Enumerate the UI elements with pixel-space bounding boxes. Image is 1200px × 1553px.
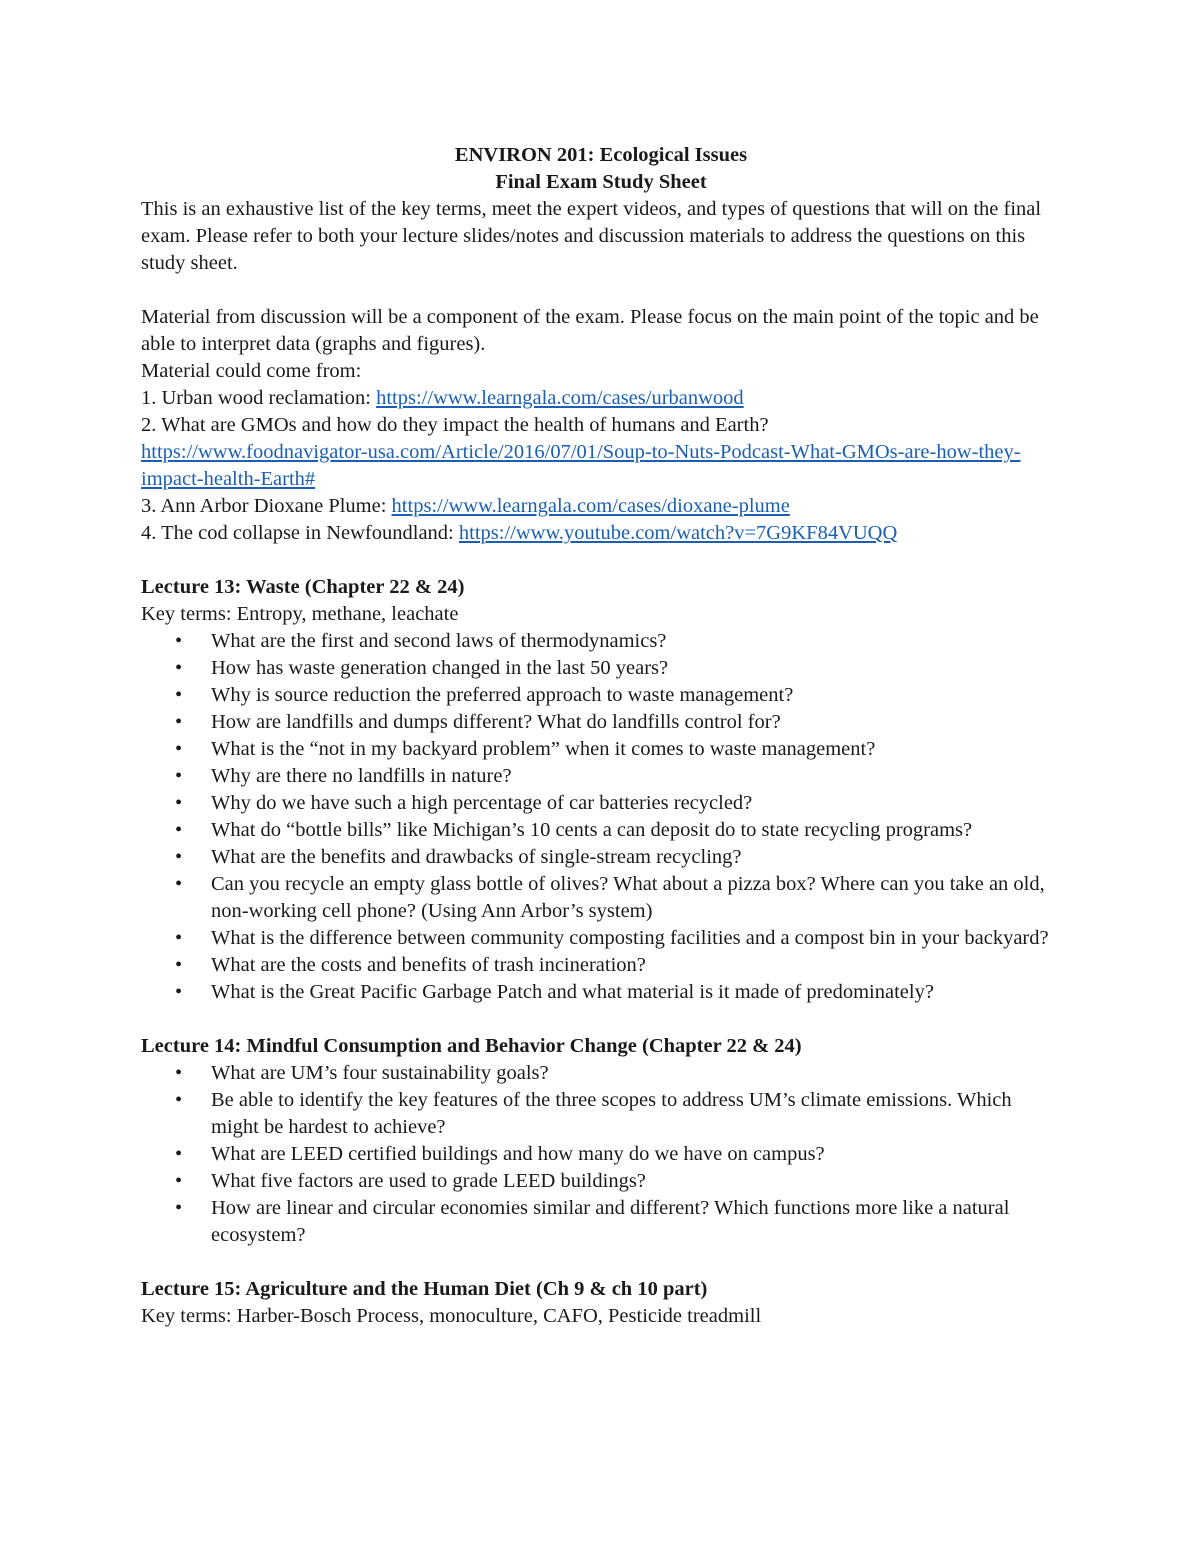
question-text: What are LEED certified buildings and how many do we have on campus?: [211, 1143, 825, 1165]
question-text: How are landfills and dumps different? What do landfills control for?: [211, 711, 781, 733]
lecture-13-heading: Lecture 13: Waste (Chapter 22 & 24): [141, 576, 465, 598]
document-subtitle: Final Exam Study Sheet: [495, 171, 707, 193]
bullet-icon: •: [175, 873, 183, 895]
dioxane-plume-link[interactable]: https://www.learngala.com/cases/dioxane-plume: [391, 495, 790, 517]
bullet-icon: •: [175, 1197, 183, 1219]
list-item: [141, 1141, 1061, 1168]
question-text: How has waste generation changed in the last 50 years?: [211, 657, 669, 679]
list-item: [141, 844, 1061, 871]
discussion-item-text: 3. Ann Arbor Dioxane Plume:: [141, 495, 392, 517]
discussion-item-4: [141, 520, 1061, 547]
gmo-podcast-link[interactable]: https://www.foodnavigator-usa.com/Article/2016/07/01/Soup-to-Nuts-Podcast-What-GMOs-are-how-they-impact-health-Earth#: [141, 441, 1021, 490]
question-text: What is the “not in my backyard problem” when it comes to waste management?: [211, 738, 876, 760]
list-item: [141, 709, 1061, 736]
lecture-14-heading: Lecture 14: Mindful Consumption and Behavior Change (Chapter 22 & 24): [141, 1035, 802, 1057]
lecture-15-key-terms: Key terms: Harber-Bosch Process, monoculture, CAFO, Pesticide treadmill: [141, 1305, 762, 1327]
list-item: [141, 1060, 1061, 1087]
discussion-item-2: [141, 412, 1061, 439]
discussion-item-text: 2. What are GMOs and how do they impact the health of humans and Earth?: [141, 414, 769, 436]
question-text: What are the costs and benefits of trash incineration?: [211, 954, 646, 976]
list-item: [141, 763, 1061, 790]
bullet-icon: •: [175, 711, 183, 733]
lecture-14-question-list: [141, 1060, 1061, 1249]
discussion-item-text: 4. The cod collapse in Newfoundland:: [141, 522, 459, 544]
bullet-icon: •: [175, 819, 183, 841]
bullet-icon: •: [175, 1170, 183, 1192]
discussion-item-1: [141, 385, 1061, 412]
list-item: [141, 979, 1061, 1006]
list-item: [141, 871, 1061, 925]
list-item: [141, 1168, 1061, 1195]
question-text: Why do we have such a high percentage of car batteries recycled?: [211, 792, 753, 814]
bullet-icon: •: [175, 981, 183, 1003]
bullet-icon: •: [175, 684, 183, 706]
list-item: [141, 736, 1061, 763]
question-text: How are linear and circular economies similar and different? Which functions more like a natural ecosystem?: [211, 1197, 1010, 1246]
discussion-item-3: [141, 493, 1061, 520]
bullet-icon: •: [175, 792, 183, 814]
list-item: [141, 682, 1061, 709]
spacer: [141, 547, 1061, 574]
document-title: ENVIRON 201: Ecological Issues: [454, 144, 748, 166]
bullet-icon: •: [175, 765, 183, 787]
list-item: [141, 952, 1061, 979]
question-text: Why are there no landfills in nature?: [211, 765, 512, 787]
question-text: What is the difference between community composting facilities and a compost bin in your backyard?: [211, 927, 1049, 949]
discussion-note: Material from discussion will be a component of the exam. Please focus on the main point of the topic and be able to interpret data (graphs and figures).: [141, 306, 1039, 355]
spacer: [141, 277, 1061, 304]
bullet-icon: •: [175, 1062, 183, 1084]
urbanwood-link[interactable]: https://www.learngala.com/cases/urbanwood: [376, 387, 744, 409]
bullet-icon: •: [175, 927, 183, 949]
list-item: [141, 817, 1061, 844]
lecture-15-heading: Lecture 15: Agriculture and the Human Diet (Ch 9 & ch 10 part): [141, 1278, 708, 1300]
spacer: [141, 1006, 1061, 1033]
document-page: [141, 142, 1061, 1330]
bullet-icon: •: [175, 738, 183, 760]
discussion-item-text: 1. Urban wood reclamation:: [141, 387, 377, 409]
discussion-item-2-link-row: [141, 439, 1061, 493]
bullet-icon: •: [175, 630, 183, 652]
bullet-icon: •: [175, 954, 183, 976]
spacer: [141, 1249, 1061, 1276]
list-item: [141, 1087, 1061, 1141]
bullet-icon: •: [175, 1143, 183, 1165]
bullet-icon: •: [175, 846, 183, 868]
list-item: [141, 925, 1061, 952]
lecture-13-question-list: [141, 628, 1061, 1006]
question-text: Why is source reduction the preferred approach to waste management?: [211, 684, 794, 706]
question-text: What are UM’s four sustainability goals?: [211, 1062, 549, 1084]
question-text: Can you recycle an empty glass bottle of olives? What about a pizza box? Where can you take an old, non-working cell phone? (Using Ann Arbor’s system): [211, 873, 1045, 922]
bullet-icon: •: [175, 657, 183, 679]
question-text: What are the first and second laws of thermodynamics?: [211, 630, 667, 652]
list-item: [141, 628, 1061, 655]
bullet-icon: •: [175, 1089, 183, 1111]
list-item: [141, 655, 1061, 682]
lecture-13-key-terms: Key terms: Entropy, methane, leachate: [141, 603, 459, 625]
list-item: [141, 790, 1061, 817]
question-text: Be able to identify the key features of the three scopes to address UM’s climate emissions. Which might be hardest to achieve?: [211, 1089, 1012, 1138]
question-text: What five factors are used to grade LEED buildings?: [211, 1170, 646, 1192]
intro-paragraph: This is an exhaustive list of the key terms, meet the expert videos, and types of questions that will on the final exam. Please refer to both your lecture slides/notes and discussion materials to address the questions on this study sheet.: [141, 198, 1042, 274]
discussion-lead: Material could come from:: [141, 360, 362, 382]
question-text: What are the benefits and drawbacks of single-stream recycling?: [211, 846, 742, 868]
question-text: What do “bottle bills” like Michigan’s 10 cents a can deposit do to state recycling programs?: [211, 819, 973, 841]
list-item: [141, 1195, 1061, 1249]
question-text: What is the Great Pacific Garbage Patch and what material is it made of predominately?: [211, 981, 934, 1003]
cod-collapse-video-link[interactable]: https://www.youtube.com/watch?v=7G9KF84VUQQ: [458, 522, 898, 544]
